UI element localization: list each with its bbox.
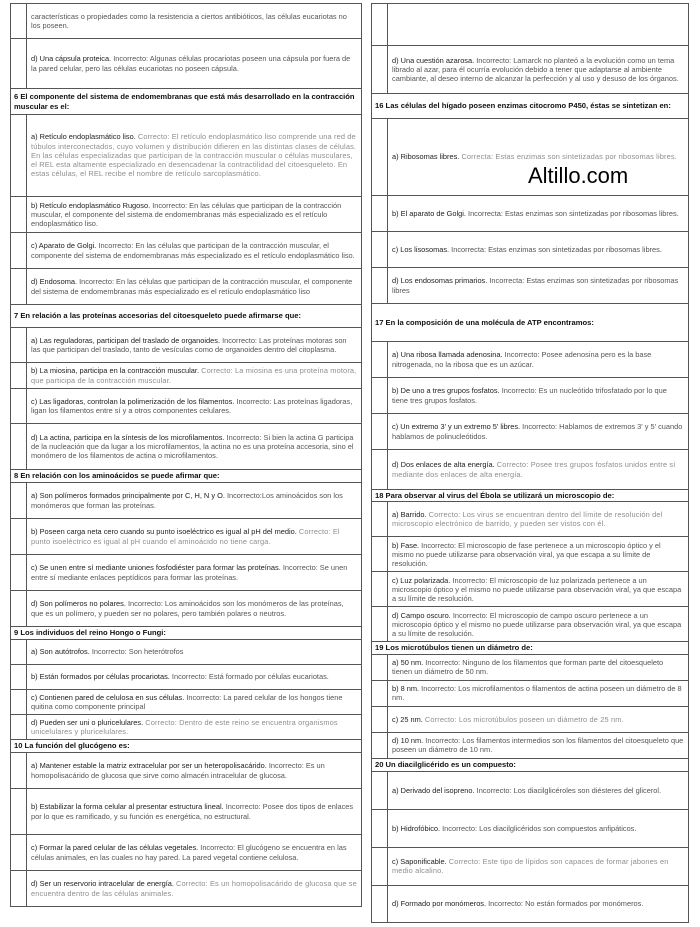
option-gutter [11,115,27,197]
answer-option-row [372,847,689,885]
feedback-incorrect: Incorrecto: Son heterótrofos [91,647,184,657]
option-label: d) Los endosomas primarios. [392,276,488,286]
answer-option-row [372,450,689,490]
option-gutter [11,233,27,269]
answer-option-row [372,885,689,922]
left-question-table [10,3,362,907]
feedback-incorrect: Incorrecto: Los diacilglicéridos son compuestos anfipáticos. [442,823,637,833]
answer-option-row [11,328,362,363]
answer-option-row [11,715,362,740]
option-label: b) Fase. [392,540,420,550]
answer-option-row [11,665,362,690]
answer-option-row [372,378,689,414]
option-gutter [372,450,388,490]
option-label: b) El aparato de Golgi. [392,208,466,218]
question-row [372,758,689,771]
option-gutter [372,119,388,196]
option-gutter [11,328,27,363]
answer-option [27,389,362,424]
option-gutter [11,835,27,871]
option-label: b) Retículo endoplasmático Rugoso. [31,200,151,210]
answer-option-row [11,789,362,835]
answer-option [27,640,362,665]
option-label: b) 8 nm. [392,684,420,694]
feedback-correct: Correcto: Dentro de este reino se encuentra organismos unicelulares y pluricelulares. [31,717,338,736]
question-text: 20 Un diacilglicérido es un compuesto: [372,758,689,771]
feedback-correct: Correcto: El retículo endoplasmático liso comprende una red de túbulos interconectados, cuyo volumen y distribución difieren en las distintas clases de células. En las células especializadas que participan de la contracción muscular o células musculares, el REL esta altamente especializado en desencadenar la contractilidad del citoesqueleto. En estas células, el REL recibe el nombre de retículo sarcoplasmático. [31,132,357,179]
answer-option-row [372,232,689,268]
answer-option-row [11,555,362,591]
option-label: b) Están formados por células procariotas. [31,672,170,682]
answer-option-row [11,39,362,89]
answer-option [388,607,689,642]
feedback-correct: Correcto: Los virus se encuentran dentro del límite de resolución del microscopio electrónico de barrido, y pueden ser vistos con él. [392,510,663,529]
question-row [11,305,362,328]
option-gutter [372,232,388,268]
answer-option [27,197,362,233]
option-gutter [11,197,27,233]
answer-option [388,809,689,847]
feedback-incorrect: Incorrecto: Las proteínas ligadoras, ligan los filamentos entre sí y a otros componentes celulares. [31,396,353,415]
answer-option [27,591,362,627]
option-label: a) Son polímeros formados principalmente por C, H, N y O. [31,491,225,501]
answer-option-row [372,771,689,809]
option-gutter [11,363,27,389]
answer-option [388,572,689,607]
question-text: 18 Para observar al virus del Ébola se utilizará un microscopio de: [372,490,689,502]
option-gutter [372,732,388,758]
feedback-incorrect: Incorrecto: Los filamentos intermedios son los filamentos del citoesqueleto que poseen un diámetro de 10 nm. [392,736,684,755]
answer-option-row [11,519,362,555]
option-label: d) Campo oscuro. [392,610,451,620]
answer-option [27,424,362,470]
answer-option-row [11,115,362,197]
option-gutter [372,414,388,450]
feedback-incorrect: Incorrecta: Estas enzimas son sintetizadas por ribosomas libres. [468,208,679,218]
feedback-incorrect: Incorrecto: Los aminoácidos son los monómeros de las proteínas, que es un polímero, y pueden ser no polares, pero también polares o neutros. [31,599,344,618]
feedback-correct: Correcto: Este tipo de lípidos son capaces de formar jabones en medio alcalino. [392,857,669,876]
option-label: c) 25 nm. [392,714,423,724]
option-label: a) Ribosomas libres. [392,152,460,162]
question-text: 8 En relación con los aminoácidos se puede afirmar que: [11,470,362,483]
question-row [11,89,362,115]
feedback-incorrect: Incorrecto:Los aminoácidos son los monómeros que forman las proteínas. [31,491,343,510]
question-row [11,470,362,483]
option-gutter [372,706,388,732]
option-label: b) Poseen carga neta cero cuando su punto isoeléctrico es igual al pH del medio. [31,527,297,537]
option-label: a) Son autótrofos. [31,647,90,657]
feedback-incorrect: Incorrecto: Los diacilglicéroles son diésteres del glicerol. [476,785,662,795]
answer-option [388,414,689,450]
option-gutter [372,502,388,537]
option-gutter [372,268,388,304]
answer-option [388,885,689,922]
question-row [372,490,689,502]
option-gutter [372,680,388,706]
option-gutter [372,378,388,414]
answer-option [27,269,362,305]
option-gutter [11,665,27,690]
option-label: b) Estabilizar la forma celular al presentar estructura lineal. [31,802,224,812]
feedback-incorrect: Incorrecto: Si bien la actina G participa de la nucleación que da lugar a los microfilamentos, la actina no es una proteína accesoria, sino el monómero de los filamentos de actina o microfilamentos. [31,432,354,461]
option-gutter [11,715,27,740]
answer-option-row [372,4,689,46]
answer-option [27,483,362,519]
answer-option-row [11,424,362,470]
answer-option-row [11,871,362,907]
option-label: c) Luz polarizada. [392,575,451,585]
answer-option-row [372,537,689,572]
answer-option-row [372,607,689,642]
answer-option [388,342,689,378]
question-text: 17 En la composición de una molécula de ATP encontramos: [372,304,689,342]
option-gutter [372,342,388,378]
answer-option [27,115,362,197]
option-label: d) 10 nm. [392,736,424,746]
answer-option [388,378,689,414]
answer-option [388,654,689,680]
feedback-incorrect: Incorrecto: En las células que participan de la contracción muscular, el componente del sistema de endomembranas más especializado es el retículo endoplasmático liso. [31,200,342,229]
feedback-correct: Correcto: La miosina es una proteína motora, que participa de la contracción muscular. [31,366,357,385]
feedback-incorrect: Incorrecto: Está formado por células eucariotas. [171,672,329,682]
answer-option-row [372,654,689,680]
answer-option [388,450,689,490]
option-label: c) Aparato de Golgi. [31,241,97,251]
option-label: a) Retículo endoplasmático liso. [31,132,136,142]
option-gutter [11,483,27,519]
option-label: d) Formado por monómeros. [392,899,487,909]
option-gutter [11,591,27,627]
answer-option [27,789,362,835]
answer-option [388,502,689,537]
answer-option [27,753,362,789]
question-text: 9 Los individuos del reino Hongo o Fungi: [11,627,362,640]
feedback-incorrect: Incorrecto: El microscopio de luz polarizada pertenece a un microscopio óptico y el mismo no puede utilizarse para observación viral, ya que escapa a su límite de resolución. [392,575,682,603]
option-gutter [372,654,388,680]
answer-option [27,690,362,715]
feedback-incorrect: Incorrecto: Hablamos de extremos 3' y 5' cuando hablamos de polinucleótidos. [392,422,683,441]
answer-option-row [372,196,689,232]
feedback-incorrect: Incorrecto: El microscopio de campo oscuro pertenece a un microscopio óptico y el mismo no puede utilizarse para observación viral, ya que escapa a su límite de resolución. [392,610,682,638]
option-gutter [11,424,27,470]
option-label: a) Mantener estable la matriz extracelular por ser un heteropolisacárido. [31,761,267,771]
option-gutter [372,537,388,572]
question-text: 19 Los microtúbulos tienen un diámetro de: [372,642,689,654]
feedback-correct: Correcto: Posee tres grupos fosfatos unidos entre sí mediante dos enlaces de alta energía. [392,460,676,479]
option-gutter [11,39,27,89]
feedback-incorrect: Incorrecta: Estas enzimas son sintetizadas por ribosomas libres. [451,244,662,254]
option-gutter [11,789,27,835]
feedback-incorrect: Incorrecto: Algunas células procariotas poseen una cápsula por fuera de la pared celular, pero las células eucariotas no poseen cápsula. [31,54,351,73]
answer-option-row [11,483,362,519]
option-label: c) Se unen entre sí mediante uniones fosfodiéster para formar las proteínas. [31,563,281,573]
answer-option-row [372,268,689,304]
option-gutter [11,555,27,591]
feedback-correct: Correcta: Estas enzimas son sintetizadas por ribosomas libres. [461,152,677,162]
feedback-incorrect: Incorrecto: Se unen entre sí mediante enlaces peptídicos para formar las proteínas. [31,563,348,582]
option-gutter [372,885,388,922]
question-row [372,94,689,119]
option-gutter [372,4,388,46]
option-gutter [372,809,388,847]
option-label: d) Dos enlaces de alta energía. [392,460,495,470]
option-label: d) La actina, participa en la síntesis de los microfilamentos. [31,432,225,442]
option-gutter [372,771,388,809]
option-gutter [11,389,27,424]
answer-option-row [372,502,689,537]
answer-option [27,665,362,690]
feedback-incorrect: Incorrecto: El glucógeno se encuentra en las células animales, en las cuales no hay pared. La pared vegetal contiene celulosa. [31,843,347,862]
option-gutter [11,871,27,907]
right-question-column [371,3,689,923]
answer-option [27,715,362,740]
answer-option [388,46,689,94]
option-label: a) Una ribosa llamada adenosina. [392,350,503,360]
answer-option-row [11,233,362,269]
feedback-incorrect: Incorrecto: Lamarck no planteó a la evolución como un tema librado al azar, para él ocurría evolución debido a tener que adaptarse al ambiente cambiante, al deseo interno de alcanzar la perfección y al uso y desuso de los órganos. [392,55,679,84]
altillo-watermark: Altillo.com [528,163,629,188]
option-label: b) La miosina, participa en la contracción muscular. [31,366,200,376]
feedback-correct: Correcto: El punto isoeléctrico es igual al pH cuando el aminoácido no tiene carga. [31,527,340,546]
option-gutter [372,196,388,232]
option-label: c) Contienen pared de celulosa en sus células. [31,692,185,702]
answer-option [388,196,689,232]
feedback-incorrect: Incorrecto: La pared celular de los hongos tiene quitina como componente principal [31,692,343,711]
answer-option-row [11,269,362,305]
answer-option [27,328,362,363]
question-text: 16 Las células del hígado poseen enzimas citocromo P450, éstas se sintetizan en: [372,94,689,119]
answer-option-row [372,414,689,450]
option-label: d) Endosoma. [31,277,78,287]
answer-option-row [372,732,689,758]
option-gutter [372,847,388,885]
feedback-correct: Correcto: Los microtúbulos poseen un diámetro de 25 nm. [424,714,624,724]
option-gutter [11,690,27,715]
answer-option [388,732,689,758]
answer-option-row [372,706,689,732]
answer-option [27,871,362,907]
answer-option [27,519,362,555]
answer-option-row [372,809,689,847]
answer-option-row [372,680,689,706]
option-label: c) Las ligadoras, controlan la polimerización de los filamentos. [31,396,235,406]
answer-option-row [11,835,362,871]
answer-option-row [372,342,689,378]
answer-option-row [372,572,689,607]
option-gutter [11,640,27,665]
answer-option [388,232,689,268]
option-gutter [372,46,388,94]
question-row [11,627,362,640]
option-gutter [11,269,27,305]
feedback-incorrect: Incorrecto: Las proteínas motoras son las que participan del traslado, tanto de vesículas como de organoides dentro del citoplasma. [31,335,347,354]
answer-option [388,4,689,46]
answer-option [388,268,689,304]
feedback-incorrect: Incorrecto: En las células que participan de la contracción muscular, el componente del sistema de endomembranas más especializado es el retículo endoplasmático liso. [31,241,355,260]
feedback-incorrect: Incorrecto: El microscopio de fase pertenece a un microscopio óptico y el mismo no puede utilizarse para observación viral, ya que escapa a su límite de resolución. [392,540,661,568]
left-question-column [10,3,362,907]
answer-option [27,363,362,389]
question-text: 10 La función del glucógeno es: [11,740,362,753]
option-label: a) Barrido. [392,510,427,520]
option-gutter [372,607,388,642]
answer-option [27,4,362,39]
answer-option [388,537,689,572]
feedback-incorrect: Incorrecto: Ninguno de los filamentos que forman parte del citoesqueleto tienen un diámetro de 50 nm. [392,658,664,677]
answer-option [388,706,689,732]
answer-option-row [11,4,362,39]
answer-option-row [11,389,362,424]
option-label: a) 50 nm. [392,658,424,668]
feedback-incorrect: Incorrecto: Es un homopolisacárido de glucosa que sirve como almacén intracelular de glucosa. [31,761,325,780]
answer-option-row [11,640,362,665]
option-label: c) Un extremo 3' y un extremo 5' libres. [392,422,521,432]
feedback-incorrect: Incorrecto: En las células que participan de la contracción muscular, el componente del sistema de endomembranas más especializado es el retículo endoplasmático liso [31,277,353,296]
option-gutter [11,753,27,789]
option-gutter [11,519,27,555]
answer-option-row [11,197,362,233]
question-text: 6 El componente del sistema de endomembranas que está más desarrollado en la contracción muscular es el: [11,89,362,115]
answer-option [27,233,362,269]
option-gutter [372,572,388,607]
question-text: 7 En relación a las proteínas accesorias del citoesqueleto puede afirmarse que: [11,305,362,328]
answer-option-row [11,753,362,789]
question-row [372,304,689,342]
answer-option [388,771,689,809]
answer-option [27,39,362,89]
question-row [11,740,362,753]
option-label: a) Derivado del isopreno. [392,785,475,795]
feedback-incorrect: Incorrecta: Estas enzimas son sintetizadas por ribosomas libres [392,276,679,295]
feedback-incorrect: Incorrecto: Los microfilamentos o filamentos de actina poseen un diámetro de 8 nm. [392,684,682,703]
answer-option [388,680,689,706]
answer-option [27,835,362,871]
question-row [372,642,689,654]
option-gutter [11,4,27,39]
option-label: c) Saponificable. [392,857,447,867]
option-label: c) Formar la pared celular de las células vegetales. [31,843,199,853]
right-question-table [371,3,689,923]
answer-option-row [11,690,362,715]
feedback-incorrect: Incorrecto: No están formados por monómeros. [488,899,644,909]
option-label: c) Los lisosomas. [392,244,450,254]
answer-option [27,555,362,591]
option-label: d) Ser un reservorio intracelular de energía. [31,879,174,889]
answer-option-row [11,591,362,627]
option-label: d) Son polímeros no polares. [31,599,126,609]
answer-option [388,847,689,885]
feedback-incorrect: Incorrecto: Posee dos tipos de enlaces por lo que es ramificado, y su función es energética, no estructural. [31,802,354,821]
feedback-correct: Correcto: Es un homopolisacárido de glucosa que se encuentra dentro de las células animales. [31,879,357,898]
answer-option-row [11,363,362,389]
option-label: d) Pueden ser uni o pluricelulares. [31,717,144,727]
option-label: d) Una cápsula proteica. [31,54,112,64]
feedback-incorrect: Incorrecto: Es un nucleótido trifosfatado por lo que tiene tres grupos fosfatos. [392,386,667,405]
answer-option-row [372,46,689,94]
feedback-incorrect: características o propiedades como la resistencia a ciertos antibióticos, las células eucariotas no los poseen. [31,11,347,30]
option-label: a) Las reguladoras, participan del traslado de organoides. [31,335,220,345]
feedback-incorrect: Incorrecto: Posee adenosina pero es la base nitrogenada, no la ribosa que es un azúcar. [392,350,652,369]
option-label: b) Hidrofóbico. [392,823,441,833]
option-label: d) Una cuestión azarosa. [392,55,475,65]
option-label: b) De uno a tres grupos fosfatos. [392,386,500,396]
